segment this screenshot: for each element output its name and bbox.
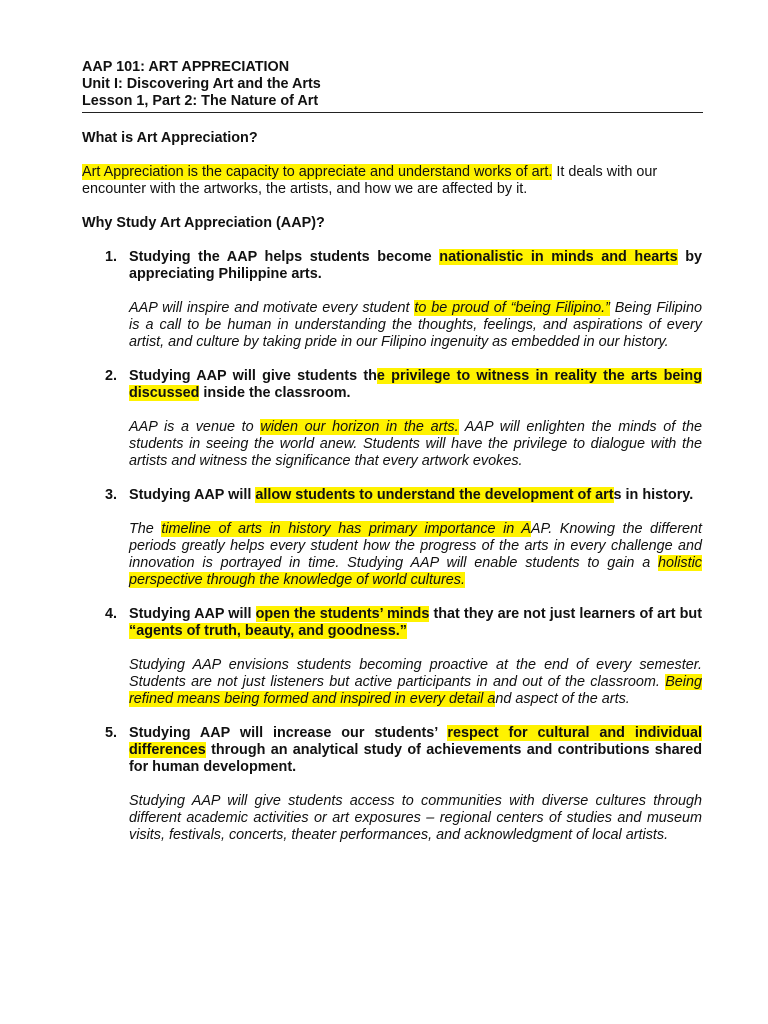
point-text: Studying AAP will increase our students’: [129, 725, 448, 741]
explanation-text: Studying AAP will give students access to communities with diverse cultures through different academic activities or art exposures – regional centers of studies and museum visits, festivals, concerts, theater performances, and acknowledgment of local artists.: [129, 793, 702, 843]
reason-item-2: [82, 368, 702, 470]
reason-explanation: [129, 300, 702, 351]
explanation-text: nd aspect of the arts.: [495, 691, 630, 707]
reason-explanation: [129, 657, 702, 708]
explanation-highlight: widen our horizon in the arts.: [260, 419, 459, 435]
reason-explanation: [129, 793, 702, 844]
explanation-highlight: to be proud of “being Filipino.”: [414, 300, 610, 316]
reasons-list: [82, 249, 702, 844]
document-page: [82, 59, 702, 844]
reason-point: [129, 368, 702, 402]
definition-paragraph: [82, 164, 702, 198]
explanation-text: AAP is a venue to: [129, 419, 261, 435]
explanation-highlight: Being refined means being formed and inspired in every detail a: [129, 674, 702, 707]
point-text: Studying AAP will: [129, 487, 256, 503]
reason-point: [129, 725, 702, 776]
header-rule: [82, 112, 703, 113]
reason-point: [129, 606, 702, 640]
reason-number: 3.: [105, 487, 118, 503]
explanation-text: Being Filipino is a call to be human in understanding the thoughts, feelings, and aspirations of every artist, and culture by taking pride in our Filipino ingenuity as embedded in our history.: [129, 300, 702, 350]
point-text: through an analytical study of achievements and contributions shared for human development.: [129, 742, 702, 775]
point-text: inside the classroom.: [199, 385, 351, 401]
point-text: Studying AAP will give students th: [129, 368, 377, 384]
reason-item-4: [82, 606, 702, 708]
definition-highlight: Art Appreciation is the capacity to appreciate and understand works of art.: [82, 164, 553, 180]
reason-point: [129, 249, 702, 283]
point-highlight: open the students’ minds: [255, 606, 430, 622]
reason-item-1: [82, 249, 702, 351]
explanation-text: Studying AAP envisions students becoming proactive at the end of every semester. Students are not just listeners but active participants in and out of the classroom.: [129, 657, 702, 690]
reason-explanation: [129, 521, 702, 589]
point-text: by appreciating Philippine arts.: [129, 249, 703, 282]
point-highlight: nationalistic in minds and hearts: [439, 249, 678, 265]
lesson-title: Lesson 1, Part 2: The Nature of Art: [82, 93, 319, 109]
unit-title: Unit I: Discovering Art and the Arts: [82, 76, 321, 92]
explanation-text: The: [129, 521, 162, 537]
explanation-highlight: timeline of arts in history has primary importance in A: [161, 521, 531, 537]
point-text: that they are not just learners of art but: [429, 606, 702, 622]
point-highlight: e privilege to witness in reality the arts being discussed: [129, 368, 702, 401]
point-text: Studying AAP will: [129, 606, 256, 622]
explanation-text: AAP will inspire and motivate every student: [129, 300, 415, 316]
explanation-highlight: holistic perspective through the knowledge of world cultures.: [129, 555, 702, 588]
reason-item-3: [82, 487, 702, 589]
point-text: Studying the AAP helps students become: [129, 249, 440, 265]
point-text: s in history.: [613, 487, 694, 503]
definition-rest: It deals with our encounter with the artworks, the artists, and how we are affected by it.: [82, 164, 658, 197]
reason-number: 4.: [105, 606, 118, 622]
reason-item-5: [82, 725, 702, 844]
point-highlight: “agents of truth, beauty, and goodness.”: [129, 623, 407, 639]
reason-explanation: [129, 419, 702, 470]
reason-number: 1.: [105, 249, 118, 265]
section-heading-what: What is Art Appreciation?: [82, 130, 258, 146]
section-heading-why: Why Study Art Appreciation (AAP)?: [82, 215, 325, 231]
point-highlight: allow students to understand the development of art: [255, 487, 614, 503]
course-title: AAP 101: ART APPRECIATION: [82, 59, 290, 75]
reason-number: 5.: [105, 725, 118, 741]
point-highlight: respect for cultural and individual differences: [129, 725, 702, 758]
reason-point: [129, 487, 702, 504]
explanation-text: AP. Knowing the different periods greatly helps every student how the progress of the arts in every challenge and innovation is portrayed in time. Studying AAP will enable students to gain a: [129, 521, 702, 571]
reason-number: 2.: [105, 368, 118, 384]
explanation-text: AAP will enlighten the minds of the students in seeing the world anew. Students will have the privilege to dialogue with the artists and witness the significance that every artwork evokes.: [129, 419, 702, 469]
